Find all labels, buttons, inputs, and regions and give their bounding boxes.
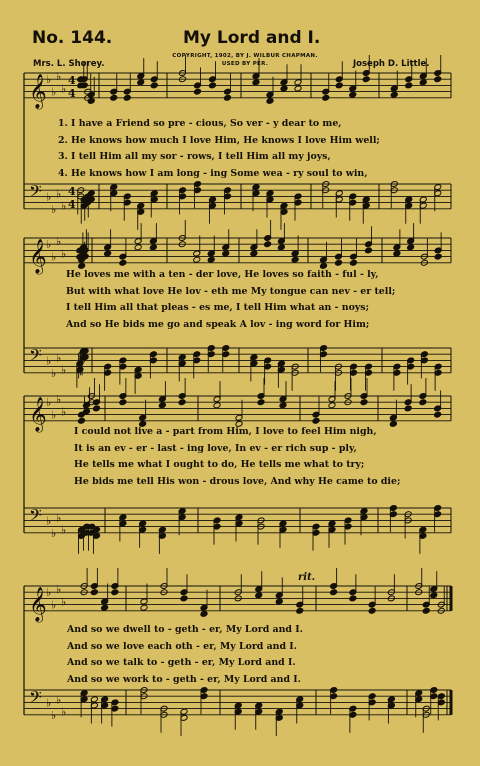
lyric-line: But with what love He lov - eth me My tongue can nev - er tell; [66,285,396,297]
note-head [434,411,442,418]
note-head [252,79,260,86]
note-head [93,405,101,412]
note-head [335,259,343,266]
note-head [224,94,232,101]
note-head [350,259,358,266]
note-head [275,598,283,605]
note-head [178,399,186,406]
lyric-line: 2. He knows how much I love Him, He knows I love Him well; [58,134,380,146]
note-head [264,241,272,248]
flat-icon: ♭ [56,351,62,365]
note-head [280,85,288,92]
note-head [279,402,287,409]
note-head [330,589,338,596]
note-head [250,250,258,257]
lyric-line: 4. He knows how I am long - ing Some wea - ry soul to win, [58,167,368,179]
note-head [158,402,166,409]
flat-icon: ♭ [51,85,57,99]
note-head [123,94,131,101]
note-head [194,88,202,95]
time-signature: 4 [68,74,76,87]
note-head [291,256,299,263]
note-head [430,592,438,599]
flat-icon: ♭ [46,190,52,204]
note-head [434,253,442,260]
lyrics-system-4 [67,622,303,688]
flat-icon: ♭ [56,693,62,707]
flat-icon: ♭ [51,526,57,540]
bass-clef-icon: 𝄢 [29,345,42,369]
lyric-line: And so we work to - geth - er, My Lord and I. [67,673,301,685]
flat-icon: ♭ [51,366,57,380]
treble-clef-icon: 𝄞 [29,586,47,622]
time-signature: 4 [68,185,76,198]
flat-icon: ♭ [56,70,62,84]
bass-clef-icon: 𝄢 [29,181,42,205]
lyrics-system-2 [66,267,395,333]
flat-icon: ♭ [61,363,67,377]
note-head [407,244,415,251]
note-head [119,399,127,406]
flat-icon: ♭ [61,523,67,537]
note-head [405,82,413,89]
lyricist-credit: Mrs. L. Shorey. [33,59,105,69]
flat-icon: ♭ [56,393,62,407]
ritardando-marking: rit. [298,572,316,583]
lyrics-system-1 [58,116,380,182]
note-head [349,595,357,602]
note-head [393,250,401,257]
note-head [200,611,208,618]
hymn-title: My Lord and I. [183,28,321,48]
treble-clef-icon: 𝄞 [29,396,47,432]
bass-clef-icon: 𝄢 [29,687,42,711]
flat-icon: ♭ [61,82,67,96]
flat-icon: ♭ [61,199,67,213]
note-head [104,250,112,257]
note-head [222,250,230,257]
note-head [422,607,430,614]
flat-icon: ♭ [46,514,52,528]
hymn-number: No. 144. [32,28,113,48]
note-head [149,244,157,251]
lyric-line: I tell Him all that pleas - es me, I tell Him what an - noys; [66,302,370,313]
lyric-line: 1. I have a Friend so pre - cious, So ver - y dear to me, [58,118,342,129]
note-head [390,91,398,98]
note-head [277,244,285,251]
note-head [360,399,368,406]
note-head [207,256,215,263]
lyric-line: It is an ev - er - last - ing love, In ev - er rich sup - ply, [74,442,357,454]
lyric-line: And so we dwell to - geth - er, My Lord and I. [67,624,303,635]
flat-icon: ♭ [61,247,67,261]
lyric-line: And so He bids me go and speak A lov - ing word for Him; [66,318,370,330]
flat-icon: ♭ [51,598,57,612]
note-head [137,79,145,86]
note-head [255,592,263,599]
flat-icon: ♭ [46,396,52,410]
note-head [362,76,370,83]
note-head [266,98,274,105]
flat-icon: ♭ [56,511,62,525]
bass-clef-icon: 𝄢 [29,505,42,529]
note-head [213,402,221,409]
flat-icon: ♭ [46,73,52,87]
flat-icon: ♭ [46,586,52,600]
note-head [328,402,336,409]
treble-clef-icon: 𝄞 [29,73,47,109]
note-head [111,589,119,596]
flat-icon: ♭ [56,235,62,249]
lyric-line: And so we love each oth - er, My Lord and I. [67,640,297,652]
note-head [209,82,217,89]
treble-clef-icon: 𝄞 [29,238,47,274]
note-head [335,82,343,89]
flat-icon: ♭ [46,238,52,252]
note-head [193,256,201,263]
flat-icon: ♭ [56,583,62,597]
lyric-line: And so we talk to - geth - er, My Lord and I. [67,657,296,668]
note-head [419,399,427,406]
flat-icon: ♭ [61,405,67,419]
permission-line: USED BY PER. [221,61,269,67]
note-head [119,259,127,266]
note-head [294,85,302,92]
note-head [322,94,330,101]
flat-icon: ♭ [51,708,57,722]
lyric-line: He bids me tell His won - drous love, And why He came to die; [74,475,401,487]
time-signature: 4 [68,87,76,100]
flat-icon: ♭ [51,250,57,264]
note-head [257,399,265,406]
note-head [150,82,158,89]
note-head [90,589,98,596]
note-head [110,94,118,101]
flat-icon: ♭ [51,202,57,216]
note-head [404,405,412,412]
note-head [87,98,95,105]
note-head [434,76,442,83]
note-head [368,607,376,614]
note-head [140,604,148,611]
flat-icon: ♭ [61,705,67,719]
flat-icon: ♭ [51,408,57,422]
lyric-line: He tells me what I ought to do, He tells me what to try; [74,459,365,470]
flat-icon: ♭ [56,187,62,201]
flat-icon: ♭ [46,354,52,368]
note-head [349,91,357,98]
lyrics-system-3 [74,424,400,490]
copyright-line: COPYRIGHT, 1902, BY J. WILBUR CHAPMAN. [172,53,318,59]
note-head [296,607,304,614]
time-signature: 4 [68,198,76,211]
flat-icon: ♭ [61,595,67,609]
composer-credit: Joseph D. Little. [353,59,430,69]
note-head [180,595,188,602]
lyric-line: I could not live a - part from Him, I love to feel Him nigh, [74,426,377,437]
note-head [365,247,373,254]
note-head [419,79,427,86]
note-head [134,244,142,251]
note-head [83,408,91,415]
lyric-line: 3. I tell Him all my sor - rows, I tell Him all my joys, [58,151,331,162]
flat-icon: ♭ [46,696,52,710]
lyric-line: He loves me with a ten - der love, He loves so faith - ful - ly, [66,269,379,280]
note-head [101,604,109,611]
